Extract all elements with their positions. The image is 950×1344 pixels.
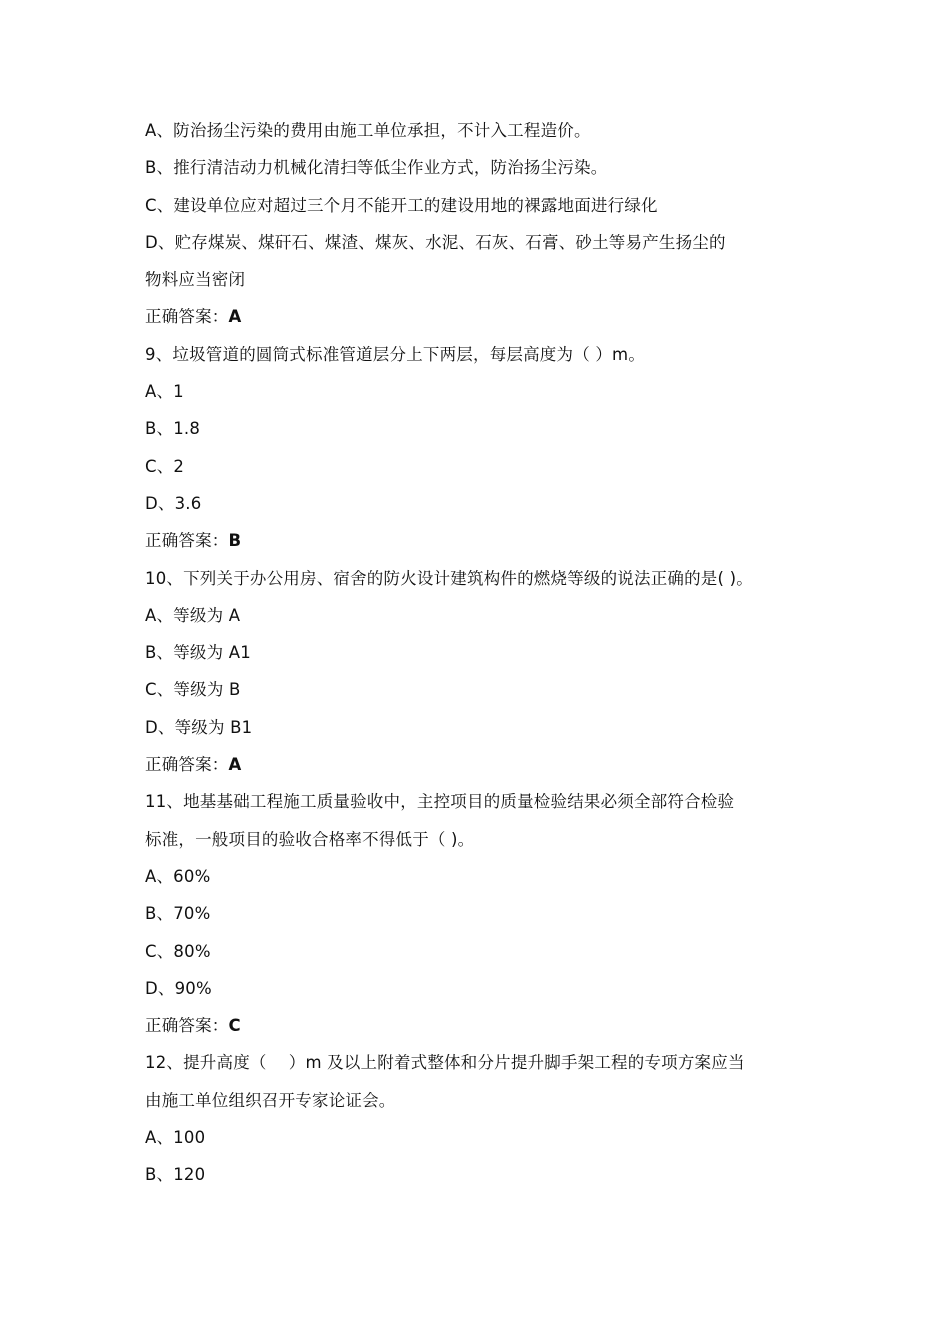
q11-question-line-1: 11、地基基础工程施工质量验收中，主控项目的质量检验结果必须全部符合检验 bbox=[145, 792, 735, 812]
answer-value: A bbox=[228, 755, 242, 775]
q11-option-b: B、70% bbox=[145, 904, 211, 924]
q9-option-a: A、1 bbox=[145, 382, 184, 402]
q10-option-a: A、等级为 A bbox=[145, 605, 241, 625]
q9-option-d: D、3.6 bbox=[145, 493, 202, 513]
q10-option-d: D、等级为 B1 bbox=[145, 717, 253, 737]
q9-option-c: C、2 bbox=[145, 456, 185, 476]
q12-option-a: A、100 bbox=[145, 1128, 206, 1148]
answer-label: 正确答案： bbox=[145, 1016, 229, 1036]
q12-option-b: B、120 bbox=[145, 1165, 206, 1185]
q8-answer bbox=[145, 298, 825, 335]
answer-label: 正确答案： bbox=[145, 531, 229, 551]
q8-option-b: B、推行清洁动力机械化清扫等低尘作业方式，防治扬尘污染。 bbox=[145, 158, 608, 178]
q11-question-line-2: 标准，一般项目的验收合格率不得低于（ )。 bbox=[145, 829, 475, 849]
q8-option-d: D、贮存煤炭、煤矸石、煤渣、煤灰、水泥、石灰、石膏、砂土等易产生扬尘的 bbox=[145, 232, 726, 252]
q8-option-a: A、防治扬尘污染的费用由施工单位承担，不计入工程造价。 bbox=[145, 121, 591, 140]
q9-option-b: B、1.8 bbox=[145, 419, 201, 439]
q10-option-c: C、等级为 B bbox=[145, 680, 241, 700]
q11-option-a: A、60% bbox=[145, 866, 211, 886]
q12-question-line-2: 由施工单位组织召开专家论证会。 bbox=[145, 1090, 396, 1110]
q11-answer bbox=[145, 1007, 825, 1044]
answer-label: 正确答案： bbox=[145, 307, 229, 327]
answer-value: A bbox=[228, 307, 242, 327]
q9-question: 9、垃圾管道的圆筒式标准管道层分上下两层，每层高度为（ ）m。 bbox=[145, 344, 646, 364]
q12-question-line-1: 12、提升高度（ ）m 及以上附着式整体和分片提升脚手架工程的专项方案应当 bbox=[145, 1053, 745, 1073]
q11-option-d: D、90% bbox=[145, 978, 212, 998]
document-page bbox=[145, 112, 825, 1194]
q10-option-b: B、等级为 A1 bbox=[145, 643, 251, 663]
answer-value: B bbox=[228, 531, 242, 551]
q8-option-c: C、建设单位应对超过三个月不能开工的建设用地的裸露地面进行绿化 bbox=[145, 195, 658, 215]
q10-question: 10、下列关于办公用房、宿舍的防火设计建筑构件的燃烧等级的说法正确的是( )。 bbox=[145, 568, 753, 588]
answer-value: C bbox=[228, 1016, 241, 1036]
q11-option-c: C、80% bbox=[145, 941, 211, 961]
answer-label: 正确答案： bbox=[145, 755, 229, 775]
q10-answer bbox=[145, 746, 825, 783]
q9-answer bbox=[145, 522, 825, 559]
q8-option-d-continued: 物料应当密闭 bbox=[145, 270, 246, 290]
